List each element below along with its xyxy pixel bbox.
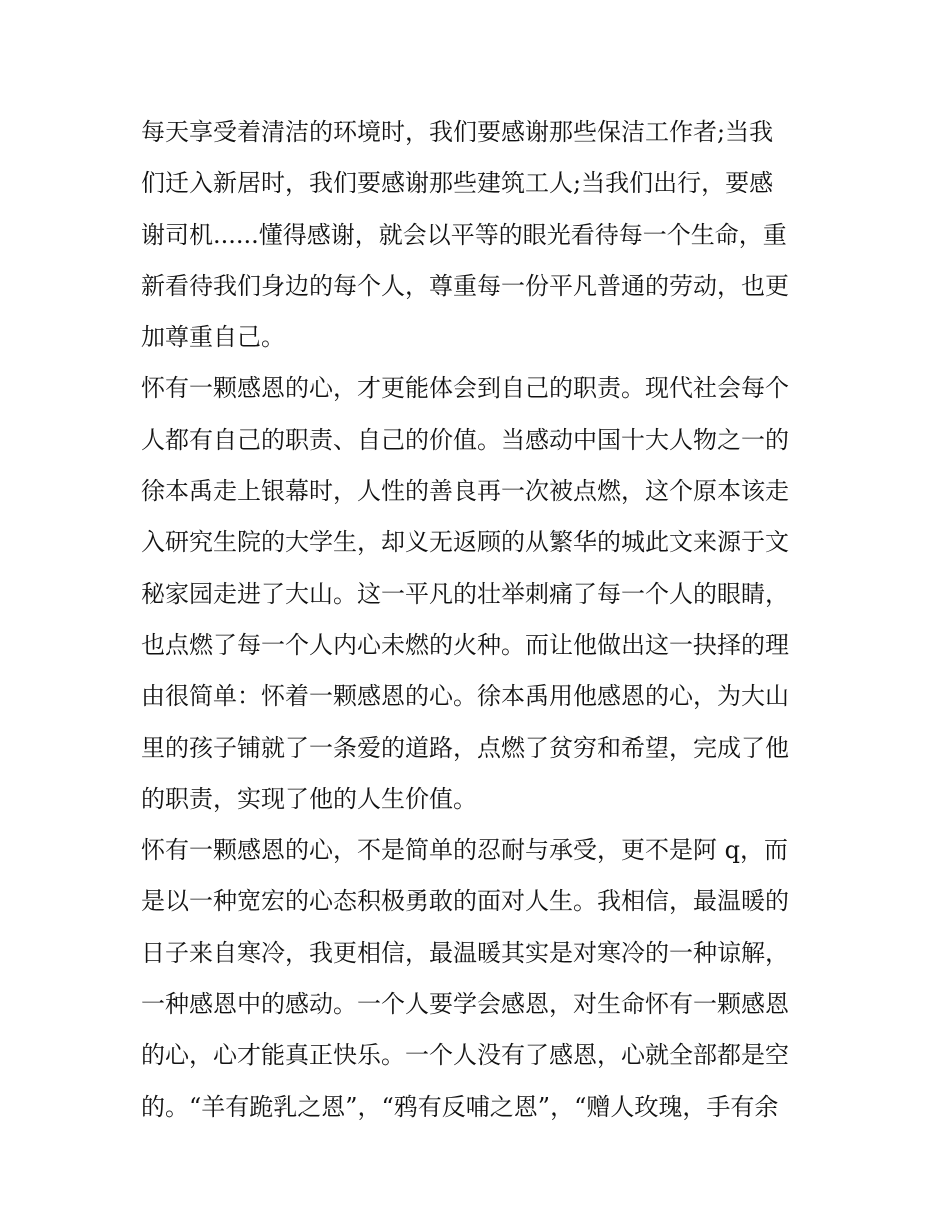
text-line: 也点燃了每一个人内心未燃的火种。而让他做出这一抉择的理: [141, 630, 789, 659]
text-line: 谢司机......懂得感谢，就会以平等的眼光看待每一个生命，重: [141, 220, 787, 249]
text-line: 是以一种宽宏的心态积极勇敢的面对人生。我相信，最温暖的: [141, 887, 789, 916]
text-line: 由很简单：怀着一颗感恩的心。徐本禹用他感恩的心，为大山: [141, 682, 789, 711]
text-line: 怀有一颗感恩的心，不是简单的忍耐与承受，更不是阿 q，而: [141, 836, 788, 865]
text-line: 入研究生院的大学生，却义无返顾的从繁华的城此文来源于文: [141, 528, 789, 557]
text-line: 里的孩子铺就了一条爱的道路，点燃了贫穷和希望，完成了他: [141, 733, 789, 762]
text-line: 徐本禹走上银幕时，人性的善良再一次被点燃，这个原本该走: [141, 477, 789, 506]
text-line: 的。“羊有跪乳之恩”，“鸦有反哺之恩”，“赠人玫瑰，手有余: [141, 1092, 779, 1121]
text-line: 人都有自己的职责、自己的价值。当感动中国十大人物之一的: [141, 425, 789, 454]
text-line: 秘家园走进了大山。这一平凡的壮举刺痛了每一个人的眼睛，: [141, 579, 789, 608]
body-text: [141, 107, 821, 1133]
text-line: 每天享受着清洁的环境时，我们要感谢那些保洁工作者;当我: [141, 118, 774, 146]
text-line: 一种感恩中的感动。一个人要学会感恩，对生命怀有一颗感恩: [141, 990, 789, 1019]
text-line: 们迁入新居时，我们要感谢那些建筑工人;当我们出行，要感: [141, 169, 774, 198]
text-line: 加尊重自己。: [141, 323, 285, 352]
text-line: 的心，心才能真正快乐。一个人没有了感恩，心就全部都是空: [141, 1041, 789, 1070]
text-line: 的职责，实现了他的人生价值。: [141, 784, 477, 813]
text-line: 怀有一颗感恩的心，才更能体会到自己的职责。现代社会每个: [141, 374, 789, 403]
text-line: 日子来自寒冷，我更相信，最温暖其实是对寒冷的一种谅解，: [141, 938, 789, 967]
text-line: 新看待我们身边的每个人，尊重每一份平凡普通的劳动，也更: [141, 271, 789, 300]
